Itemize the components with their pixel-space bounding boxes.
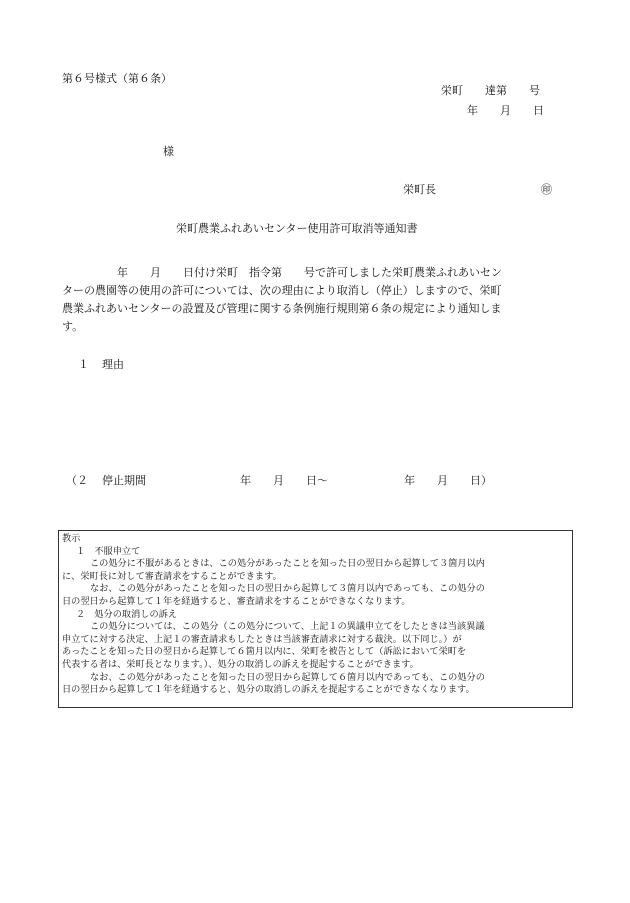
- document-title: 栄町農業ふれあいセンター使用許可取消等通知書: [176, 222, 418, 235]
- form-number: 第６号様式（第６条）: [62, 72, 172, 85]
- section1-label: 理由: [102, 358, 124, 371]
- notice-item1-line: この処分に不服があるときは、この処分があったことを知った日の翌日から起算して３箇月以内: [90, 558, 485, 570]
- notice-item2-line: 申立てに対する決定、上記１の審査請求もしたときは当該審査請求に対する裁決。以下同じ。）が: [62, 633, 462, 645]
- body-paragraph: [62, 264, 570, 336]
- notice-item1-line: に、栄町長に対して審査請求をすることができます。: [62, 570, 282, 582]
- body-line: す。: [62, 320, 84, 333]
- notice-item2-line: なお、この処分があったことを知った日の翌日から起算して６箇月以内であっても、この処分の: [90, 671, 485, 683]
- issue-date: 年 月 日: [467, 104, 544, 117]
- appeal-notice-box: [58, 530, 573, 708]
- document-number: 栄町 達第 号: [441, 84, 540, 97]
- section2-number: （２: [66, 474, 88, 487]
- notice-item2-line: 日の翌日から起算して１年を経過すると、処分の取消しの訴えを提起することができなくなります。: [62, 684, 475, 696]
- notice-item2-line: あったことを知った日の翌日から起算して６箇月以内に、栄町を被告として（訴訟において栄町を: [62, 646, 467, 658]
- notice-item2-title: ２ 処分の取消しの訴え: [76, 608, 178, 620]
- notice-item1-title: １ 不服申立て: [76, 545, 141, 557]
- notice-item2-line: 代表する者は、栄町長となります。）、処分の取消しの訴えを提起することができます。: [62, 658, 419, 670]
- addressee-suffix: 様: [163, 145, 174, 158]
- notice-item1-line: 日の翌日から起算して１年を経過すると、審査請求をすることができなくなります。: [62, 595, 411, 607]
- notice-heading: 教示: [62, 533, 81, 544]
- seal-mark: ㊞: [541, 183, 552, 196]
- notice-item2-line: この処分については、この処分（この処分について、上記１の異議申立てをしたときは当該異議: [90, 621, 485, 633]
- body-line: 農業ふれあいセンターの設置及び管理に関する条例施行規則第６条の規定により通知しま: [62, 302, 502, 315]
- section2-label: 停止期間: [102, 474, 146, 487]
- period-to: 年 月 日）: [404, 474, 492, 487]
- body-line: 年 月 日付け栄町 指令第 号で許可しました栄町農業ふれあいセン: [62, 266, 502, 279]
- body-line: ターの農園等の使用の許可については、次の理由により取消し（停止）しますので、栄町: [62, 284, 502, 297]
- period-from: 年 月 日～: [240, 474, 328, 487]
- issuer-title: 栄町長: [403, 183, 436, 196]
- notice-item1-line: なお、この処分があったことを知った日の翌日から起算して３箇月以内であっても、この処分の: [90, 583, 485, 595]
- section1-number: １: [78, 358, 89, 371]
